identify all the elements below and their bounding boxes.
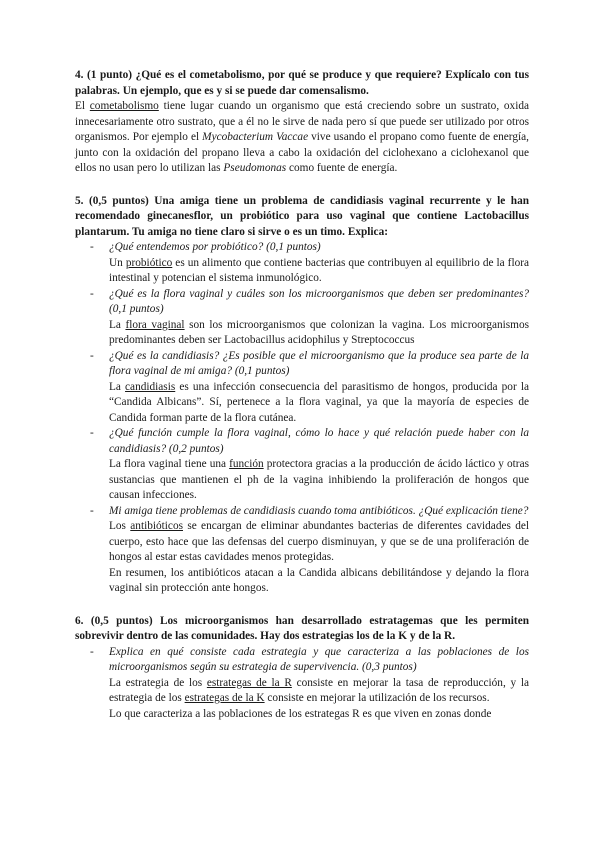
sub-answer: [109, 380, 529, 427]
answer-text: La flora vaginal tiene una: [109, 458, 230, 470]
answer-text: son los microorganismos que colonizan la vagina. Los microorganismos predominantes deben ser Lactobacillus acidophilus y Streptococcus: [109, 318, 529, 346]
list-item: [75, 426, 529, 504]
question-6-heading: 6. (0,5 puntos) Los microorganismos han desarrollado estratagemas que les permiten sobrevivir dentro de las comunidades. Hay dos estrategias los de la K y de la R.: [75, 614, 529, 642]
bullet-dash: -: [90, 645, 94, 658]
species-name: Mycobacterium Vaccae: [202, 131, 309, 143]
sub-question: ¿Qué función cumple la flora vaginal, cómo lo hace y qué relación puede haber con la candidiasis? (0,2 puntos): [109, 427, 529, 455]
bullet-dash: -: [90, 287, 94, 300]
answer-text: Los: [109, 520, 131, 532]
list-item: [75, 504, 529, 597]
sub-question: ¿Qué es la flora vaginal y cuáles son los microorganismos que deben ser predominantes? (0,1 puntos): [109, 287, 529, 315]
sub-answer-continued: Lo que caracteriza a las poblaciones de los estrategas R es que viven en zonas donde: [109, 707, 492, 720]
sub-question: ¿Qué es la candidiasis? ¿Es posible que el microorganismo que la produce sea parte de la flora vaginal de mi amiga? (0,1 puntos): [109, 349, 529, 377]
bullet-dash: -: [90, 504, 94, 517]
answer-text: La estrategia de los: [109, 676, 207, 689]
bullet-dash: -: [90, 241, 94, 253]
list-item: [75, 287, 529, 349]
genus-name: Pseudomonas: [223, 162, 287, 174]
term-probiotico: probiótico: [125, 256, 173, 269]
sub-question: Mi amiga tiene problemas de candidiasis cuando toma antibióticos. ¿Qué explicación tiene?: [109, 504, 529, 517]
document-page: [75, 68, 529, 722]
sub-answer: [109, 318, 529, 349]
list-item: [75, 645, 529, 723]
sub-answer-summary: En resumen, los antibióticos atacan a la Candida albicans debilitándose y dejando la flora vaginal sin protección ante hongos.: [109, 566, 529, 594]
term-estrategas-r: estrategas de la R: [206, 676, 292, 689]
answer-text: como fuente de energía.: [286, 162, 398, 174]
term-estrategas-k: estrategas de la K: [184, 692, 265, 704]
answer-text: protectora gracias a la producción de ácido láctico y otras sustancias que mantienen el ph de la vagina inhibiendo la proliferación de hongos que causan infecciones.: [109, 458, 529, 501]
sub-question: ¿Qué entendemos por probiótico? (0,1 puntos): [109, 241, 321, 253]
answer-text: tiene lugar cuando un organismo que está creciendo sobre un sustrato, oxida innecesariamente otro sustrato, que a él no le sirve de nada pero sí que puede ser utilizado por otros organismos. Por ejemplo el: [75, 100, 529, 143]
question-5-heading: 5. (0,5 puntos) Una amiga tiene un problema de candidiasis vaginal recurrente y le han recomendado ginecanesflor, un probiótico para uso vaginal que contiene Lactobacillus plantarum. Tu amiga no tiene claro si sirve o es un timo. Explica:: [75, 194, 529, 238]
term-flora-vaginal: flora vaginal: [125, 318, 185, 331]
sub-answer: [109, 519, 529, 566]
answer-text: Un: [109, 256, 126, 269]
bullet-dash: -: [90, 427, 94, 439]
bullet-dash: -: [90, 349, 94, 362]
answer-text: La: [109, 380, 126, 393]
sub-answer: [109, 457, 529, 504]
term-funcion: función: [229, 458, 264, 470]
sub-question: Explica en qué consiste cada estrategia y que caracteriza a las poblaciones de los microorganismos según su estrategia de supervivencia. (0,3 puntos): [109, 645, 529, 673]
term-cometabolismo: cometabolismo: [89, 100, 159, 112]
term-candidiasis: candidiasis: [125, 380, 176, 393]
answer-text: es una infección consecuencia del parasitismo de hongos, producida por la “Candida Albicans”. Sí, pertenece a la flora vaginal, ya que la mayoría de especies de Candida forman parte de la flora cutánea.: [109, 380, 529, 424]
answer-text: consiste en mejorar la utilización de los recursos.: [264, 692, 490, 704]
question-4-answer: [75, 99, 529, 177]
question-4-heading: 4. (1 punto) ¿Qué es el cometabolismo, por qué se produce y que requiere? Explícalo con tus palabras. Un ejemplo, que es y si se puede dar comensalismo.: [75, 69, 529, 97]
sub-answer: [109, 676, 529, 707]
answer-text: consiste en mejorar la tasa de reproducción, y la estrategia de los: [109, 676, 529, 704]
answer-text: La: [109, 318, 126, 331]
answer-text: El: [75, 100, 90, 112]
answer-text: se encargan de eliminar abundantes bacterias de diferentes cavidades del cuerpo, esto hace que las defensas del cuerpo disminuyan, y que se de una proliferación de hongos al estar estas cavidades menos protegidas.: [109, 520, 529, 563]
answer-text: vive usando el propano como fuente de energía, junto con la oxidación del propano lleva a cabo la oxidación del ciclohexano a ciclohexanol que ellos no usan pero lo utilizan las: [75, 131, 529, 174]
answer-text: es un alimento que contiene bacterias que contribuyen al equilibrio de la flora intestinal y potencian el sistema inmunológico.: [109, 256, 530, 284]
list-item: [75, 240, 529, 287]
term-antibioticos: antibióticos: [130, 520, 183, 532]
sub-answer: [109, 256, 529, 287]
list-item: [75, 349, 529, 427]
